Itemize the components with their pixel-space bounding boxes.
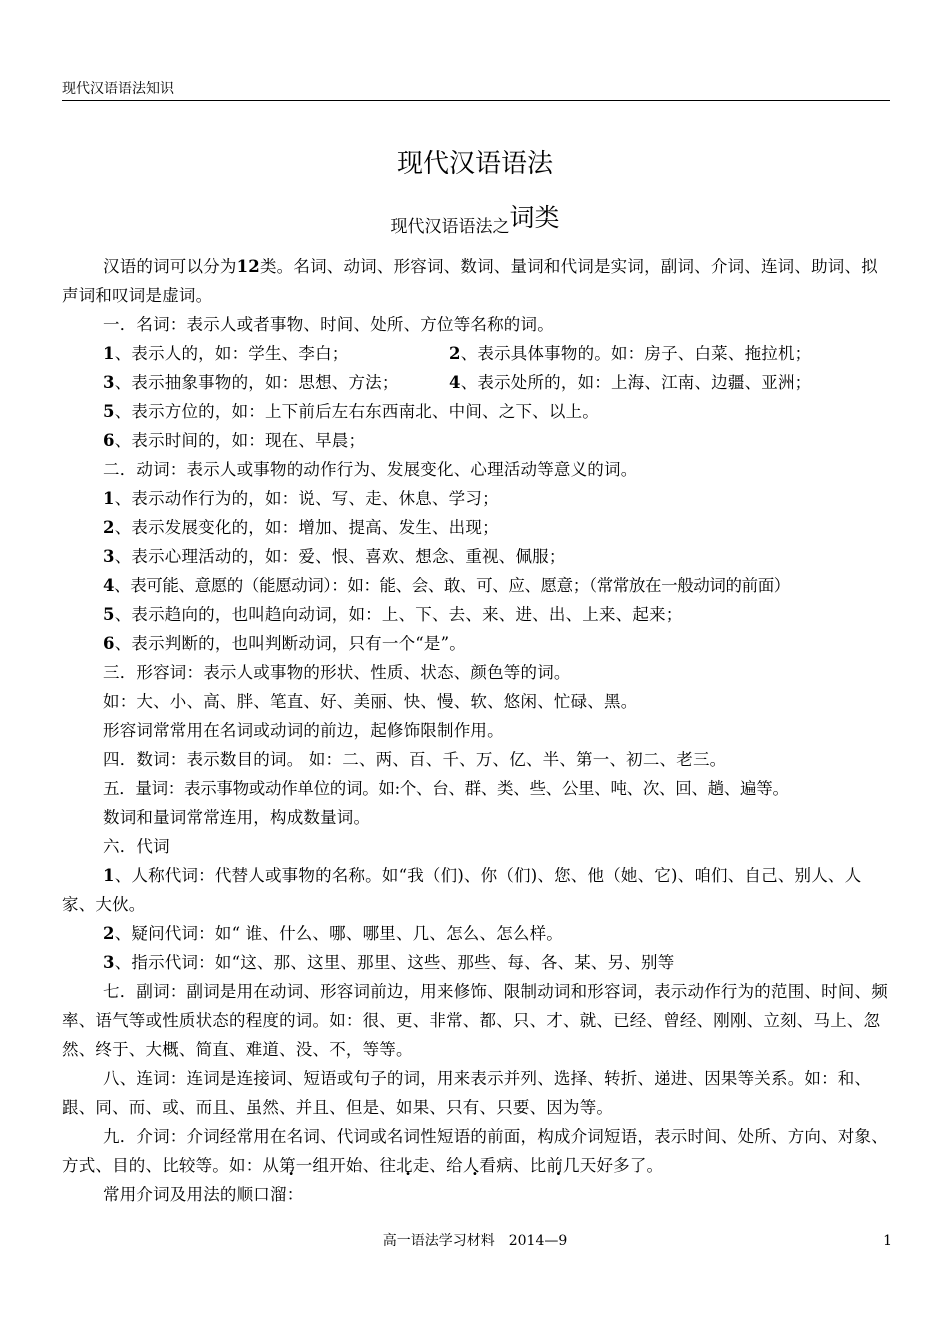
noun-items-1-2: 1、表示人的，如：学生、李白； 2、表示具体事物的。如：房子、白菜、拖拉机； <box>103 344 812 363</box>
numeral-paragraph: 四．数词：表示数目的词。 如：二、两、百、千、万、亿、半、第一、初二、老三。 <box>103 750 727 769</box>
verb-item-2: 2、表示发展变化的，如：增加、提高、发生、出现； <box>103 518 499 537</box>
pronoun-heading: 六．代词 <box>103 837 170 856</box>
conjunction-paragraph: 八、连词：连词是连接词、短语或句子的词，用来表示并列、选择、转折、递进、因果等关系。如：和、跟、同、而、或、而且、虽然、并且、但是、如果、只有、只要、因为等。 <box>62 1069 872 1117</box>
preposition-note: 常用介词及用法的顺口溜： <box>103 1185 304 1204</box>
page-footer: 高一语法学习材料 2014—9 <box>382 1233 568 1249</box>
page-number: 1 <box>883 1233 892 1249</box>
noun-item-5: 5、表示方位的，如：上下前后左右东西南北、中间、之下、以上。 <box>103 402 599 421</box>
subtitle-prefix: 现代汉语语法之 <box>390 217 510 237</box>
pronoun-item-3: 3、指示代词：如“这、那、这里、那里、这些、那些、每、各、某、另、别等 <box>103 953 675 972</box>
subtitle-main: 词类 <box>509 203 560 232</box>
measure-paragraph: 五．量词：表示事物或动作单位的词。如:个、台、群、类、些、公里、吨、次、回、趟、遍等。 <box>103 779 789 798</box>
noun-heading: 一．名词：表示人或者事物、时间、处所、方位等名称的词。 <box>103 315 554 334</box>
intro-paragraph: 汉语的词可以分为12类。名词、动词、形容词、数词、量词和代词是实词，副词、介词、连词、助词、拟声词和叹词是虚词。 <box>62 257 878 305</box>
verb-item-4: 4、表可能、意愿的（能愿动词）：如：能、会、敢、可、应、愿意；（常常放在一般动词的前面） <box>103 576 790 595</box>
verb-item-5: 5、表示趋向的，也叫趋向动词，如：上、下、去、来、进、出、上来、起来； <box>103 605 683 624</box>
verb-item-6: 6、表示判断的，也叫判断动词，只有一个“是”。 <box>103 634 466 653</box>
verb-heading: 二．动词：表示人或事物的动作行为、发展变化、心理活动等意义的词。 <box>103 460 638 479</box>
adjective-examples: 如：大、小、高、胖、笔直、好、美丽、快、慢、软、悠闲、忙碌、黑。 <box>103 692 638 711</box>
page-header <box>62 80 890 101</box>
header-text: 现代汉语语法知识 <box>62 81 174 97</box>
verb-item-3: 3、表示心理活动的，如：爱、恨、喜欢、想念、重视、佩服； <box>103 547 566 566</box>
document-title: 现代汉语语法 <box>396 149 553 179</box>
pronoun-item-2: 2、疑问代词：如“ 谁、什么、哪、哪里、几、怎么、怎么样。 <box>103 924 563 943</box>
noun-items-3-4: 3、表示抽象事物的，如：思想、方法； 4、表示处所的，如：上海、江南、边疆、亚洲； <box>103 373 812 392</box>
adjective-note: 形容词常常用在名词或动词的前边，起修饰限制作用。 <box>103 721 504 740</box>
noun-item-6: 6、表示时间的，如：现在、早晨； <box>103 431 366 450</box>
measure-note: 数词和量词常常连用，构成数量词。 <box>103 808 371 827</box>
verb-item-1: 1、表示动作行为的，如：说、写、走、休息、学习； <box>103 489 499 508</box>
preposition-paragraph: 九．介词：介词经常用在名词、代词或名词性短语的前面，构成介词短语，表示时间、处所、方向、对象、方式、目的、比较等。如：从第一组开始、往北走、给人看病、比前几天好多了。 <box>62 1127 888 1175</box>
adjective-heading: 三．形容词：表示人或事物的形状、性质、状态、颜色等的词。 <box>103 663 571 682</box>
document-body <box>62 252 892 1209</box>
adverb-paragraph: 七．副词：副词是用在动词、形容词前边，用来修饰、限制动词和形容词，表示动作行为的范围、时间、频率、语气等或性质状态的程度的词。如：很、更、非常、都、只、才、就、已经、曾经、刚刚、立刻、马上、忽然、终于、大概、简直、难道、没、不，等等。 <box>62 982 888 1059</box>
section-subtitle <box>0 203 950 245</box>
pronoun-item-1: 1、人称代词：代替人或事物的名称。如“我（们)、你（们)、您、他（她、它)、咱们、自己、别人、人家、大伙。 <box>62 866 862 914</box>
